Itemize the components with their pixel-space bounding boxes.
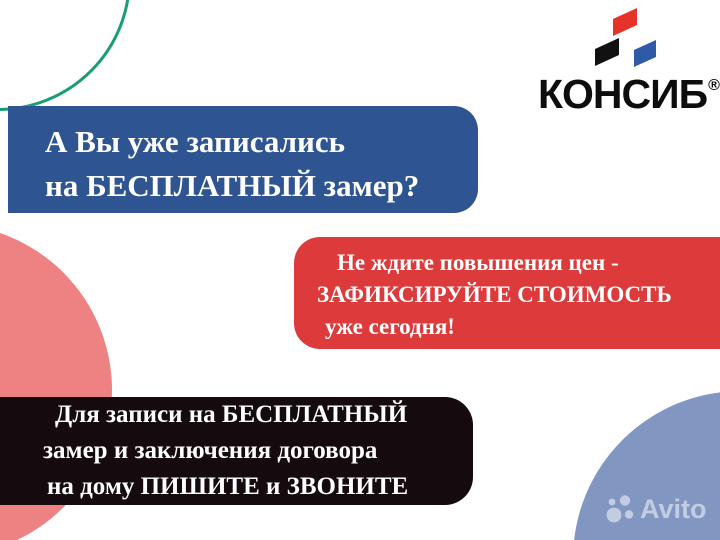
cta-banner [0,397,473,505]
teal-outline-circle [0,0,131,111]
cta-line-2: замер и заключения договора [43,437,378,464]
question-line-2: на БЕСПЛАТНЫЙ замер? [45,168,420,203]
avito-dots-icon [602,493,636,525]
konsib-logo [538,5,720,117]
avito-watermark-label: Avito [640,494,707,524]
cta-line-1: Для записи на БЕСПЛАТНЫЙ [55,401,408,428]
brand-name [538,71,720,118]
urgency-banner [294,237,720,349]
urgency-line-3: уже сегодня! [325,314,455,339]
urgency-line-2: ЗАФИКСИРУЙТЕ СТОИМОСТЬ [317,282,672,307]
question-banner [8,106,478,213]
registered-trademark-icon: ® [708,77,720,94]
brand-name-text: КОНСИБ [538,71,708,117]
logo-red-parallelogram [613,8,637,36]
cta-line-3: на дому ПИШИТЕ и ЗВОНИТЕ [47,473,409,500]
urgency-line-1: Не ждите повышения цен - [337,250,619,275]
avito-watermark [602,492,707,526]
logo-black-parallelogram [595,38,619,66]
question-line-1: А Вы уже записались [45,124,346,159]
logo-blue-parallelogram [634,40,656,67]
konsib-logo-mark-icon [585,5,665,75]
